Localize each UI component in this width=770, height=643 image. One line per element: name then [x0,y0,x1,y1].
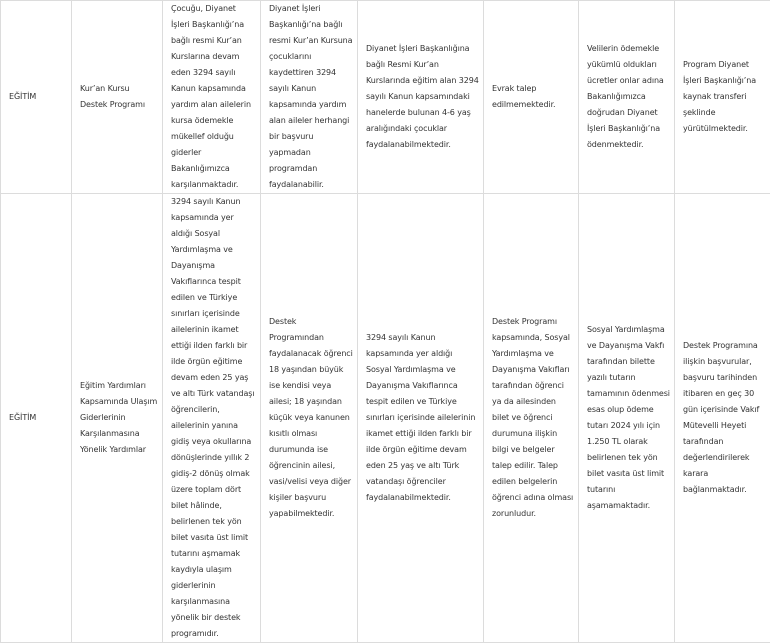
process-cell: Destek Programına ilişkin başvurular, başvuru tarihinden itibaren en geç 30 gün içerisinde Vakıf Mütevelli Heyeti tarafından değerlendirilerek karara bağlanmaktadır. [675,194,770,643]
beneficiaries-cell: 3294 sayılı Kanun kapsamında yer aldığı Sosyal Yardımlaşma ve Dayanışma Vakıflarınca tespit edilen ve Türkiye sınırları içerisinde ailelerinin ikamet ettiği ilden farklı bir ilde örgün eğitime devam eden 25 yaş ve altı Türk vatandaşı öğrenciler faydalanabilmektedir. [358,194,484,643]
process-cell: Program Diyanet İşleri Başkanlığı’na kaynak transferi şeklinde yürütülmektedir. [675,1,770,194]
table-row [1,194,770,643]
eligibility-cell: Diyanet İşleri Başkanlığı’na bağlı resmi Kur’an Kursuna çocuklarını kaydettiren 3294 sayılı Kanun kapsamında yardım alan aileler herhangi bir başvuru yapmadan programdan faydalanabilir. [261,1,358,194]
beneficiaries-cell: Diyanet İşleri Başkanlığına bağlı Resmi Kur’an Kurslarında eğitim alan 3294 sayılı Kanun kapsamındaki hanelerde bulunan 4-6 yaş aralığındaki çocuklar faydalanabilmektedir. [358,1,484,194]
target-cell: Çocuğu, Diyanet İşleri Başkanlığı’na bağlı resmi Kur’an Kurslarına devam eden 3294 sayılı Kanun kapsamında yardım alan ailelerin kursa ödemekle mükellef olduğu giderler Bakanlığımızca karşılanmaktadır. [163,1,261,194]
payment-cell: Velilerin ödemekle yükümlü oldukları ücretler onlar adına Bakanlığımızca doğrudan Diyanet İşleri Başkanlığı’na ödenmektedir. [579,1,675,194]
program-name-cell: Kur’an Kursu Destek Programı [72,1,163,194]
eligibility-cell: Destek Programından faydalanacak öğrenci 18 yaşından büyük ise kendisi veya ailesi; 18 yaşından küçük veya kanunen kısıtlı olması durumunda ise öğrencinin ailesi, vasi/velisi veya diğer kişiler başvuru yapabilmektedir. [261,194,358,643]
payment-cell: Sosyal Yardımlaşma ve Dayanışma Vakfı tarafından bilette yazılı tutarın tamamının ödenmesi esas olup ödeme tutarı 2024 yılı için 1.250 TL olarak belirlenen tek yön bilet vasıta üst limit tutarını aşamamaktadır. [579,194,675,643]
target-cell: 3294 sayılı Kanun kapsamında yer aldığı Sosyal Yardımlaşma ve Dayanışma Vakıflarınca tespit edilen ve Türkiye sınırları içerisinde ailelerinin ikamet ettiği ilden farklı bir ilde örgün eğitime devam eden 25 yaş ve altı Türk vatandaşı öğrencilerin, ailelerinin yanına gidiş veya okullarına dönüşlerinde yıllık 2 gidiş-2 dönüş olmak üzere toplam dört bilet hâlinde, belirlenen tek yön bilet vasıta üst limit tutarını aşmamak kaydıyla ulaşım giderlerinin karşılanmasına yönelik bir destek programıdır. [163,194,261,643]
program-name-cell: Eğitim Yardımları Kapsamında Ulaşım Giderlerinin Karşılanmasına Yönelik Yardımlar [72,194,163,643]
category-cell: EĞİTİM [1,194,72,643]
documents-cell: Destek Programı kapsamında, Sosyal Yardımlaşma ve Dayanışma Vakıfları tarafından öğrenci ya da ailesinden bilet ve öğrenci durumuna ilişkin bilgi ve belgeler talep edilir. Talep edilen belgelerin öğrenci adına olması zorunludur. [484,194,579,643]
documents-cell: Evrak talep edilmemektedir. [484,1,579,194]
table-row [1,1,770,194]
category-cell: EĞİTİM [1,1,72,194]
